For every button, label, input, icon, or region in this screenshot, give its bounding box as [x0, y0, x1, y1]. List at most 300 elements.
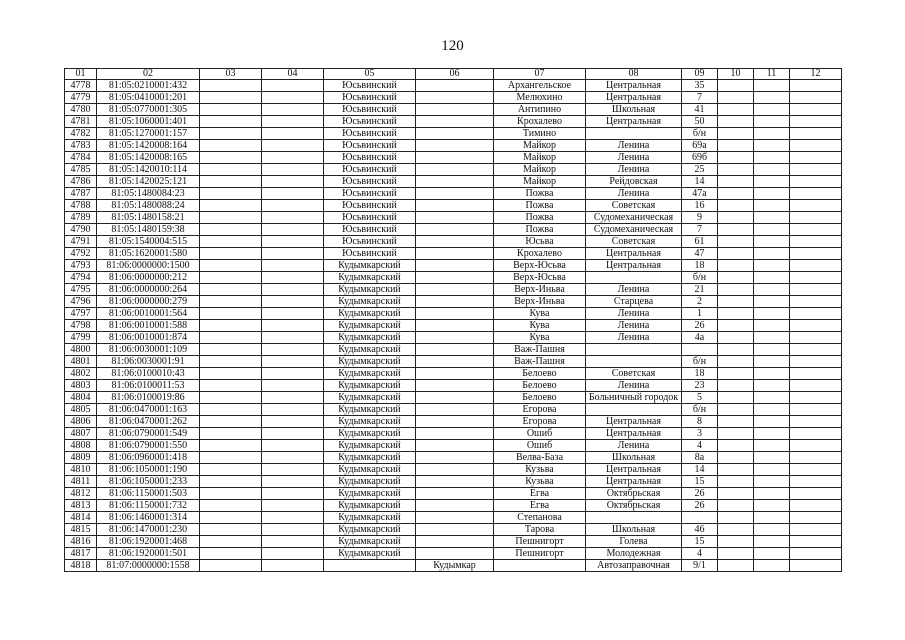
table-cell: 4803 — [65, 380, 97, 392]
table-cell — [790, 164, 842, 176]
table-row — [65, 440, 842, 452]
table-cell — [416, 548, 494, 560]
column-header: 04 — [262, 69, 324, 80]
table-cell: Крохалево — [494, 116, 586, 128]
table-cell: 4778 — [65, 80, 97, 92]
table-cell — [200, 500, 262, 512]
table-cell: Крохалево — [494, 248, 586, 260]
table-cell — [416, 116, 494, 128]
table-cell — [416, 128, 494, 140]
table-cell: 81:06:0790001:549 — [97, 428, 200, 440]
table-cell: 81:06:1150001:732 — [97, 500, 200, 512]
table-cell — [416, 260, 494, 272]
table-cell — [324, 560, 416, 572]
table-cell — [416, 476, 494, 488]
table-cell — [200, 344, 262, 356]
table-cell — [200, 128, 262, 140]
table-cell — [790, 416, 842, 428]
table-cell: Верх-Иньва — [494, 296, 586, 308]
table-cell — [790, 224, 842, 236]
table-cell — [262, 140, 324, 152]
table-cell — [718, 536, 754, 548]
table-cell: Юсьвинский — [324, 176, 416, 188]
table-cell: Мелюхино — [494, 92, 586, 104]
table-cell: 81:06:0030001:109 — [97, 344, 200, 356]
table-cell: 81:05:0210001:432 — [97, 80, 200, 92]
table-row — [65, 200, 842, 212]
table-cell — [754, 116, 790, 128]
table-row — [65, 416, 842, 428]
table-cell — [262, 392, 324, 404]
table-cell — [754, 404, 790, 416]
table-cell — [262, 212, 324, 224]
table-cell — [416, 416, 494, 428]
table-cell: Кудымкарский — [324, 332, 416, 344]
table-cell: Центральная — [586, 92, 682, 104]
table-cell: Пешнигорт — [494, 548, 586, 560]
table-cell: Верх-Юсьва — [494, 272, 586, 284]
table-cell: Кудымкарский — [324, 464, 416, 476]
table-cell — [790, 476, 842, 488]
table-cell — [200, 116, 262, 128]
table-cell: 1 — [682, 308, 718, 320]
table-cell — [754, 512, 790, 524]
table-cell — [754, 476, 790, 488]
table-cell: 81:06:0470001:163 — [97, 404, 200, 416]
table-cell — [200, 200, 262, 212]
table-cell: Кудымкарский — [324, 308, 416, 320]
table-cell — [754, 128, 790, 140]
table-cell — [262, 380, 324, 392]
table-cell: Пожва — [494, 188, 586, 200]
table-cell: 81:06:0030001:91 — [97, 356, 200, 368]
table-cell — [200, 488, 262, 500]
table-cell — [790, 464, 842, 476]
table-cell — [790, 140, 842, 152]
table-cell: 69б — [682, 152, 718, 164]
table-cell: б/н — [682, 272, 718, 284]
table-cell — [754, 524, 790, 536]
table-cell: Советская — [586, 200, 682, 212]
table-cell: Школьная — [586, 104, 682, 116]
table-cell — [754, 440, 790, 452]
table-cell — [200, 332, 262, 344]
table-cell — [718, 464, 754, 476]
table-cell: 81:06:1920001:501 — [97, 548, 200, 560]
table-cell — [262, 104, 324, 116]
table-cell: Егва — [494, 500, 586, 512]
table-cell — [718, 92, 754, 104]
table-cell: 4813 — [65, 500, 97, 512]
table-cell — [790, 560, 842, 572]
table-cell — [586, 344, 682, 356]
table-cell — [416, 464, 494, 476]
table-cell — [262, 272, 324, 284]
table-cell — [754, 392, 790, 404]
table-cell: 81:06:1920001:468 — [97, 536, 200, 548]
column-header: 01 — [65, 69, 97, 80]
table-body — [65, 80, 842, 572]
table-cell — [416, 356, 494, 368]
table-cell: Голева — [586, 536, 682, 548]
table-cell: 81:05:1420025:121 — [97, 176, 200, 188]
table-cell: Кудымкарский — [324, 512, 416, 524]
table-row — [65, 368, 842, 380]
table-cell — [262, 452, 324, 464]
table-cell: 81:05:1420008:165 — [97, 152, 200, 164]
table-cell — [416, 488, 494, 500]
table-cell — [416, 188, 494, 200]
table-cell: 16 — [682, 200, 718, 212]
column-header: 07 — [494, 69, 586, 80]
table-cell — [718, 296, 754, 308]
table-cell: 4791 — [65, 236, 97, 248]
table-cell — [718, 224, 754, 236]
table-cell — [718, 512, 754, 524]
table-cell: Старцева — [586, 296, 682, 308]
table-cell — [754, 428, 790, 440]
table-cell: 4807 — [65, 428, 97, 440]
table-cell — [790, 440, 842, 452]
table-cell: 81:06:1050001:190 — [97, 464, 200, 476]
table-cell: Белоево — [494, 368, 586, 380]
table-cell: Юсьвинский — [324, 164, 416, 176]
table-cell: 26 — [682, 320, 718, 332]
header-row — [65, 69, 842, 80]
table-cell: 23 — [682, 380, 718, 392]
table-cell: 81:06:0010001:588 — [97, 320, 200, 332]
table-cell: Юсьвинский — [324, 80, 416, 92]
table-cell: Кудымкар — [416, 560, 494, 572]
table-cell — [200, 296, 262, 308]
table-cell: 4814 — [65, 512, 97, 524]
table-cell — [718, 128, 754, 140]
table-cell — [200, 512, 262, 524]
table-cell — [416, 524, 494, 536]
table-cell: 4779 — [65, 92, 97, 104]
table-cell: Майкор — [494, 152, 586, 164]
table-cell: Молодежная — [586, 548, 682, 560]
table-cell — [416, 344, 494, 356]
column-header: 05 — [324, 69, 416, 80]
table-cell — [416, 236, 494, 248]
table-cell — [754, 548, 790, 560]
table-cell: Кудымкарский — [324, 392, 416, 404]
table-cell: Центральная — [586, 248, 682, 260]
page-number: 120 — [441, 38, 464, 54]
table-cell — [416, 140, 494, 152]
table-cell: Ленина — [586, 188, 682, 200]
table-cell: 81:06:0100011:53 — [97, 380, 200, 392]
table-cell: Кудымкарский — [324, 416, 416, 428]
table-cell: Кудымкарский — [324, 380, 416, 392]
table-cell: б/н — [682, 356, 718, 368]
table-cell: 9/1 — [682, 560, 718, 572]
table-cell — [200, 440, 262, 452]
table-cell: Октябрьская — [586, 488, 682, 500]
table-cell — [754, 104, 790, 116]
table-cell — [682, 512, 718, 524]
table-cell — [754, 236, 790, 248]
table-cell: Кудымкарский — [324, 488, 416, 500]
table-cell — [262, 116, 324, 128]
table-cell: Ленина — [586, 332, 682, 344]
table-cell: 4789 — [65, 212, 97, 224]
table-cell: Егорова — [494, 404, 586, 416]
table-cell: 4786 — [65, 176, 97, 188]
table-cell: 50 — [682, 116, 718, 128]
table-cell: Ленина — [586, 164, 682, 176]
register-table — [64, 68, 842, 572]
table-cell: Кува — [494, 308, 586, 320]
table-cell — [718, 560, 754, 572]
table-cell — [416, 92, 494, 104]
table-cell: Ленина — [586, 152, 682, 164]
table-cell — [200, 416, 262, 428]
table-row — [65, 320, 842, 332]
table-cell: 4782 — [65, 128, 97, 140]
table-cell: 69а — [682, 140, 718, 152]
table-cell — [416, 512, 494, 524]
table-cell: Юсьвинский — [324, 200, 416, 212]
table-cell — [790, 308, 842, 320]
table-cell: 4790 — [65, 224, 97, 236]
table-cell: Кузьва — [494, 464, 586, 476]
table-cell: 4792 — [65, 248, 97, 260]
table-cell — [718, 164, 754, 176]
table-cell — [754, 200, 790, 212]
table-cell — [790, 236, 842, 248]
table-cell — [790, 92, 842, 104]
table-row — [65, 92, 842, 104]
table-cell: 4799 — [65, 332, 97, 344]
table-cell — [494, 560, 586, 572]
table-cell — [718, 548, 754, 560]
table-cell — [754, 416, 790, 428]
table-cell — [262, 344, 324, 356]
table-cell — [416, 272, 494, 284]
table-cell: 81:06:0960001:418 — [97, 452, 200, 464]
table-cell — [200, 248, 262, 260]
table-cell: 18 — [682, 368, 718, 380]
table-row — [65, 464, 842, 476]
table-cell: Егва — [494, 488, 586, 500]
table-cell: Кудымкарский — [324, 536, 416, 548]
table-cell: Верх-Юсьва — [494, 260, 586, 272]
table-cell — [262, 464, 324, 476]
table-cell: б/н — [682, 128, 718, 140]
table-row — [65, 248, 842, 260]
table-cell — [790, 356, 842, 368]
table-cell: 81:05:1420010:114 — [97, 164, 200, 176]
table-cell — [718, 524, 754, 536]
table-cell: Центральная — [586, 464, 682, 476]
table-cell — [718, 200, 754, 212]
table-row — [65, 104, 842, 116]
table-cell — [754, 188, 790, 200]
table-cell: 81:05:0770001:305 — [97, 104, 200, 116]
table-cell — [790, 404, 842, 416]
table-cell: Больничный городок — [586, 392, 682, 404]
table-cell: 4815 — [65, 524, 97, 536]
table-cell: 4784 — [65, 152, 97, 164]
table-cell: Майкор — [494, 176, 586, 188]
table-cell — [416, 320, 494, 332]
table-cell — [718, 440, 754, 452]
table-row — [65, 236, 842, 248]
table-cell — [790, 80, 842, 92]
table-cell — [754, 464, 790, 476]
table-cell: Юсьвинский — [324, 104, 416, 116]
table-cell — [790, 212, 842, 224]
table-cell — [262, 128, 324, 140]
table-cell — [754, 224, 790, 236]
table-row — [65, 380, 842, 392]
table-cell — [718, 284, 754, 296]
table-cell — [790, 380, 842, 392]
table-cell: 81:06:0010001:564 — [97, 308, 200, 320]
table-cell: Велва-База — [494, 452, 586, 464]
table-cell: 4801 — [65, 356, 97, 368]
table-cell — [754, 380, 790, 392]
table-cell — [718, 416, 754, 428]
table-row — [65, 548, 842, 560]
table-cell — [790, 272, 842, 284]
table-cell: Кудымкарский — [324, 548, 416, 560]
table-cell: Школьная — [586, 524, 682, 536]
table-cell — [416, 500, 494, 512]
table-cell: Ленина — [586, 140, 682, 152]
table-cell — [718, 188, 754, 200]
table-cell — [718, 476, 754, 488]
table-cell — [262, 368, 324, 380]
table-cell: 2 — [682, 296, 718, 308]
table-cell — [262, 512, 324, 524]
table-cell: Тимино — [494, 128, 586, 140]
table-cell: Кудымкарский — [324, 440, 416, 452]
table-cell: 4796 — [65, 296, 97, 308]
column-header: 12 — [790, 69, 842, 80]
table-cell: Центральная — [586, 428, 682, 440]
table-cell: Центральная — [586, 80, 682, 92]
table-cell: Кува — [494, 320, 586, 332]
table-cell — [754, 80, 790, 92]
table-cell: 4806 — [65, 416, 97, 428]
table-cell — [200, 560, 262, 572]
table-cell: Кудымкарский — [324, 284, 416, 296]
table-cell — [718, 356, 754, 368]
table-cell — [790, 548, 842, 560]
table-cell: 4810 — [65, 464, 97, 476]
table-cell — [416, 152, 494, 164]
column-header: 09 — [682, 69, 718, 80]
table-row — [65, 524, 842, 536]
table-cell: 81:06:1460001:314 — [97, 512, 200, 524]
table-row — [65, 152, 842, 164]
table-cell: 81:05:1060001:401 — [97, 116, 200, 128]
table-cell — [416, 392, 494, 404]
table-cell: 46 — [682, 524, 718, 536]
table-cell — [790, 500, 842, 512]
table-cell: 4780 — [65, 104, 97, 116]
table-cell: Кудымкарский — [324, 452, 416, 464]
table-cell — [718, 428, 754, 440]
table-cell — [416, 224, 494, 236]
table-cell — [754, 536, 790, 548]
table-cell — [200, 464, 262, 476]
table-cell: 4 — [682, 440, 718, 452]
table-cell: Юсьвинский — [324, 188, 416, 200]
table-cell — [200, 320, 262, 332]
table-cell — [416, 104, 494, 116]
table-cell — [790, 188, 842, 200]
table-cell: Кува — [494, 332, 586, 344]
table-cell: Судомеханическая — [586, 224, 682, 236]
table-cell — [262, 80, 324, 92]
table-cell — [262, 284, 324, 296]
table-cell — [200, 176, 262, 188]
table-row — [65, 512, 842, 524]
table-cell: 18 — [682, 260, 718, 272]
table-cell — [262, 428, 324, 440]
table-cell — [416, 380, 494, 392]
table-cell — [416, 404, 494, 416]
table-cell — [754, 272, 790, 284]
table-cell — [200, 404, 262, 416]
table-cell: 4818 — [65, 560, 97, 572]
table-cell — [790, 176, 842, 188]
table-cell — [718, 332, 754, 344]
table-cell — [200, 92, 262, 104]
table-cell — [262, 536, 324, 548]
table-cell — [262, 92, 324, 104]
table-row — [65, 560, 842, 572]
table-cell — [200, 524, 262, 536]
table-cell — [790, 200, 842, 212]
table-cell: 41 — [682, 104, 718, 116]
table-row — [65, 332, 842, 344]
table-cell: Судомеханическая — [586, 212, 682, 224]
table-cell — [718, 212, 754, 224]
table-cell: 81:07:0000000:1558 — [97, 560, 200, 572]
table-cell — [754, 212, 790, 224]
column-header: 08 — [586, 69, 682, 80]
table-cell — [200, 140, 262, 152]
table-cell — [262, 548, 324, 560]
table-cell — [682, 344, 718, 356]
table-cell: Белоево — [494, 392, 586, 404]
table-cell — [262, 320, 324, 332]
table-cell — [416, 428, 494, 440]
table-cell: 81:05:1540004:515 — [97, 236, 200, 248]
table-cell — [262, 200, 324, 212]
table-cell: 5 — [682, 392, 718, 404]
table-cell — [416, 284, 494, 296]
table-cell — [790, 248, 842, 260]
column-header: 03 — [200, 69, 262, 80]
table-cell — [754, 368, 790, 380]
table-cell: Белоево — [494, 380, 586, 392]
table-cell: Автозаправочная — [586, 560, 682, 572]
table-cell — [754, 176, 790, 188]
table-cell: 81:05:1480084:23 — [97, 188, 200, 200]
table-cell: 4797 — [65, 308, 97, 320]
table-cell: 81:06:0000000:279 — [97, 296, 200, 308]
table-cell — [416, 536, 494, 548]
table-cell: Юсьвинский — [324, 92, 416, 104]
table-cell: Юсьвинский — [324, 152, 416, 164]
table-cell: 81:05:0410001:201 — [97, 92, 200, 104]
